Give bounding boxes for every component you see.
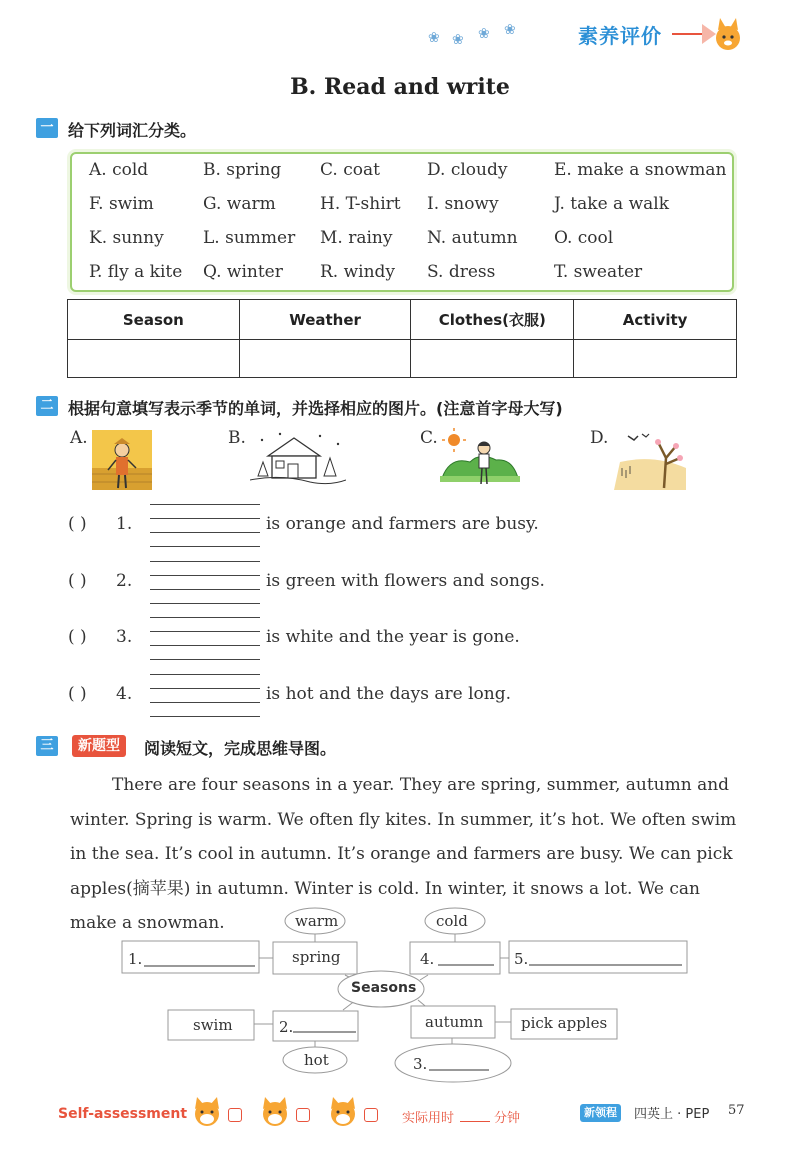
picture-label: C. [420,428,438,448]
word-item: A. cold [89,160,149,180]
blank-4-label[interactable]: 4. [420,950,435,968]
time-blank[interactable] [460,1121,490,1122]
assessment-checkbox[interactable] [364,1108,378,1122]
header-label: 素养评价 [578,24,662,48]
spring-tree-picture [614,428,686,490]
question-text: is white and the year is gone. [266,627,520,647]
assessment-checkbox[interactable] [228,1108,242,1122]
paw-icon: ❀ [452,32,464,48]
assessment-checkbox[interactable] [296,1108,310,1122]
word-item: K. sunny [89,228,164,248]
time-used-label: 实际用时 [402,1111,455,1126]
page-number: 57 [728,1103,745,1118]
self-assessment-label: Self-assessment [58,1106,188,1122]
page-title: B. Read and write [290,74,510,100]
section-number: 三 [36,736,58,756]
question-row [68,617,568,677]
word-item: I. snowy [427,194,499,214]
time-unit-label: 分钟 [494,1111,521,1126]
paw-icon: ❀ [428,30,440,46]
word-item: T. sweater [554,262,643,282]
picture-label: B. [228,428,246,448]
word-item: S. dress [427,262,496,282]
book-label: 四英上 · PEP [634,1107,710,1122]
section-number: 一 [36,118,58,138]
answer-paren[interactable]: ( ) [68,571,87,591]
word-item: N. autumn [427,228,518,248]
picture-label: A. [70,428,88,448]
answer-paren[interactable]: ( ) [68,514,87,534]
paw-prints-decoration [428,22,528,48]
question-row [68,674,568,734]
answer-paren[interactable]: ( ) [68,627,87,647]
answer-cell[interactable] [68,340,240,378]
section-title: 根据句意填写表示季节的单词，并选择相应的图片。(注意首字母大写) [68,399,563,418]
word-item: D. cloudy [427,160,508,180]
blank-3-label[interactable]: 3. [413,1055,428,1073]
question-number: 4. [116,684,133,704]
blank-2-label[interactable]: 2. [279,1018,294,1036]
word-item: B. spring [203,160,282,180]
section-title: 给下列词汇分类。 [68,121,197,140]
word-item: E. make a snowman [554,160,727,180]
swim-label: swim [193,1016,233,1034]
summer-girl-picture [440,428,520,490]
passage-text: There are four seasons in a year. They are spring, summer, autumn and winter. Spring is warm. We often fly kites. In summer, it’s hot. We often swim in the sea. It’s cool in autumn. It’s orange and farmers are busy. We can pick apples(摘苹果) in autumn. Winter is cold. In winter, it snows a lot. We can make a snowman. [70,775,737,933]
cold-label: cold [436,912,468,930]
word-item: M. rainy [320,228,393,248]
autumn-label: autumn [425,1013,484,1031]
word-bank [70,152,734,292]
classification-table [67,299,737,378]
section-number: 二 [36,396,58,416]
four-line-blank[interactable] [150,561,260,611]
pick-apples-label: pick apples [521,1014,608,1032]
picture-label: D. [590,428,609,448]
word-item: F. swim [89,194,154,214]
word-item: Q. winter [203,262,283,282]
warm-label: warm [295,912,339,930]
new-question-badge: 新题型 [72,735,126,757]
seasons-center: Seasons [351,980,417,996]
brand-logo: 新领程 [580,1104,621,1122]
question-number: 1. [116,514,133,534]
word-item: R. windy [320,262,396,282]
word-item: C. coat [320,160,380,180]
four-line-blank[interactable] [150,504,260,554]
autumn-farmer-picture [92,430,152,490]
hot-label: hot [304,1051,329,1069]
blank-1-label[interactable]: 1. [128,950,143,968]
spring-label: spring [292,948,341,966]
table-header: Season [68,300,240,340]
word-item: L. summer [203,228,296,248]
blank-5-label[interactable]: 5. [514,950,529,968]
word-item: O. cool [554,228,614,248]
fox-face-icon [259,1097,291,1127]
answer-cell[interactable] [574,340,737,378]
four-line-blank[interactable] [150,674,260,724]
question-number: 2. [116,571,133,591]
four-line-blank[interactable] [150,617,260,667]
answer-cell[interactable] [411,340,574,378]
paw-icon: ❀ [478,26,490,42]
word-item: H. T-shirt [320,194,401,214]
winter-house-picture [250,430,346,488]
word-item: G. warm [203,194,276,214]
word-item: P. fly a kite [89,262,183,282]
question-row [68,504,568,564]
word-item: J. take a walk [554,194,669,214]
fox-mascot-icon [672,12,742,56]
fox-face-icon [191,1097,223,1127]
question-text: is orange and farmers are busy. [266,514,539,534]
section-title: 阅读短文，完成思维导图。 [144,739,337,758]
answer-paren[interactable]: ( ) [68,684,87,704]
paw-icon: ❀ [504,22,516,38]
question-text: is hot and the days are long. [266,684,511,704]
question-text: is green with flowers and songs. [266,571,545,591]
question-number: 3. [116,627,133,647]
question-row [68,561,568,621]
fox-face-icon [327,1097,359,1127]
table-header: Activity [574,300,737,340]
answer-cell[interactable] [239,340,411,378]
table-header: Weather [239,300,411,340]
table-header: Clothes(衣服) [411,300,574,340]
